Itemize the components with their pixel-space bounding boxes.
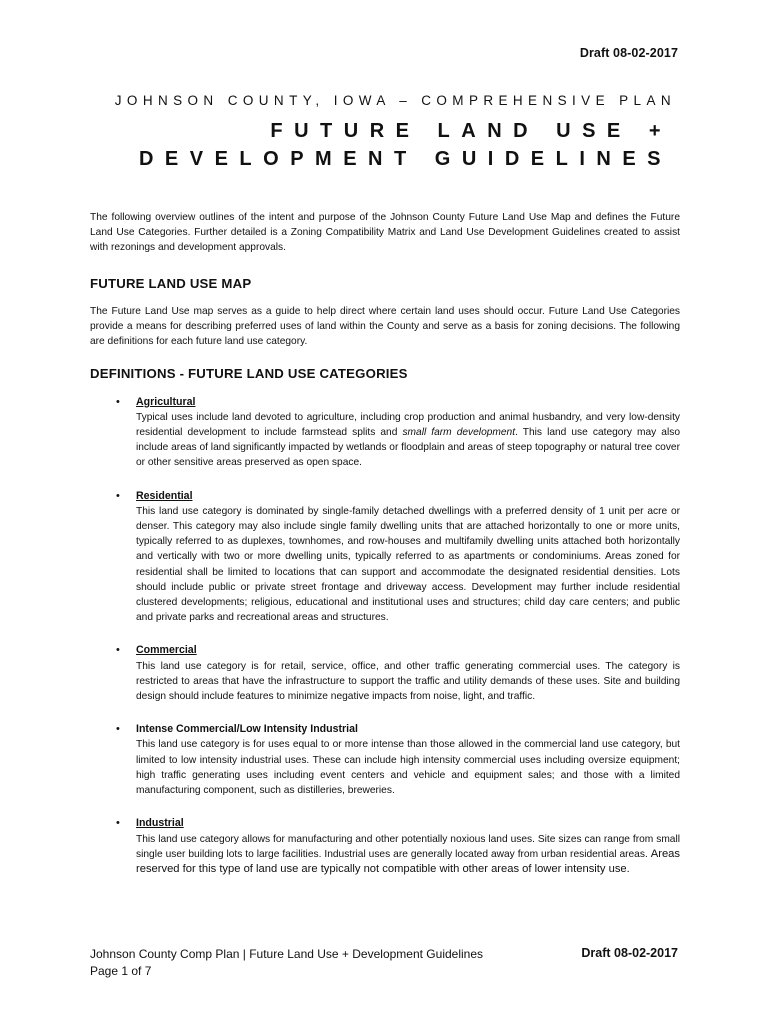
category-title-commercial: Commercial: [136, 644, 197, 657]
county-plan-line: JOHNSON COUNTY, IOWA – COMPREHENSIVE PLAN: [114, 93, 676, 108]
category-text-intense-commercial: This land use category is for uses equal to or more intense than those allowed in the commercial land use category, but limited to low intensity industrial uses. These can include high intensity commercial uses including oversize equipment; high traffic generating uses including event centers and vehicle and equipment sales; and those with a limited manufacturing component, such as distilleries, breweries.: [136, 739, 680, 797]
bullet-icon: •: [116, 395, 120, 408]
category-title-agricultural: Agricultural: [136, 395, 196, 408]
category-title-residential: Residential: [136, 489, 193, 502]
draft-date-header: Draft 08-02-2017: [579, 46, 678, 60]
category-text-agricultural: [136, 410, 680, 471]
section-heading-definitions: DEFINITIONS - FUTURE LAND USE CATEGORIES: [90, 366, 408, 382]
category-text-residential: This land use category is dominated by single-family detached dwellings with a preferred density of 1 unit per acre or denser. This category may also include single family dwelling units that are attached horizontally to one or more units, typically referred to as duplexes, townhomes, and row-houses and multifamily dwelling units attached both horizontally and vertically with two or more dwelling units, typically referred to as apartments or condominiums. Areas zoned for residential shall be limited to locations that can support and accommodate the designated residential densities. Lots should include public or private street frontage and driveway access. Development may further include residential clustered developments; religious, educational and institutional uses and structures; child day care centers; and public and private parks and recreational areas and structures.: [136, 505, 680, 624]
footer-doc-title: Johnson County Comp Plan | Future Land Use + Development Guidelines: [90, 947, 484, 961]
list-item-residential: [90, 489, 680, 626]
category-text-part: . This land use category may also include areas of land significantly impacted by wetlands or floodplain and areas of steep topography or natural tree cover or other sensitive areas preserved as open space.: [136, 427, 680, 469]
main-content: [90, 210, 680, 895]
bullet-icon: •: [116, 723, 120, 736]
category-text-tail: Areas reserved for this type of land use are typically not compatible with other areas of lower intensity use.: [136, 847, 680, 875]
list-item-commercial: [90, 643, 680, 704]
bullet-icon: •: [116, 644, 120, 657]
intro-paragraph: The following overview outlines of the intent and purpose of the Johnson County Future Land Use Map and defines the Future Land Use Categories. Further detailed is a Zoning Compatibility Matrix and Land Use Development Guidelines created to assist with rezonings and development approvals.: [90, 212, 680, 254]
category-text-italic: small farm development: [402, 427, 516, 439]
list-item-agricultural: [90, 395, 680, 471]
page-title-line-1: FUTURE LAND USE +: [270, 120, 672, 142]
bullet-icon: •: [116, 817, 120, 830]
category-text-part: Typical uses include land devoted to agriculture, including crop production and animal husbandry, and very low-density residential development to include farmstead splits and: [136, 411, 680, 439]
category-text-part: This land use category allows for manufacturing and other potentially noxious land uses. Site sizes can range from small single user building lots to large facilities. Industrial uses are generally located away from urban residential areas.: [136, 833, 680, 860]
draft-date-footer: Draft 08-02-2017: [581, 946, 678, 960]
section-heading-map: FUTURE LAND USE MAP: [90, 275, 252, 291]
category-text-industrial: [136, 832, 680, 878]
list-item-industrial: [90, 816, 680, 877]
page-title-line-2: DEVELOPMENT GUIDELINES: [138, 148, 672, 170]
footer-left: [90, 946, 483, 980]
category-title-intense-commercial: Intense Commercial/Low Intensity Industrial: [136, 723, 358, 736]
footer-page-number: Page 1 of 7: [90, 964, 152, 978]
bullet-icon: •: [116, 489, 120, 502]
map-paragraph: The Future Land Use map serves as a guide to help direct where certain land uses should occur. Future Land Use Categories provide a means for describing preferred uses of land within the County and serve as a basis for zoning decisions. The following are definitions for each future land use category.: [90, 305, 680, 348]
list-item-intense-commercial: [90, 722, 680, 798]
category-list: [90, 395, 680, 877]
category-title-industrial: Industrial: [136, 817, 184, 830]
category-text-commercial: This land use category is for retail, service, office, and other traffic generating commercial uses. The category is restricted to areas that have the infrastructure to support the traffic and utility demands of these uses. Site and building design should include features to minimize negative impacts from noise, light, and traffic.: [136, 660, 680, 703]
